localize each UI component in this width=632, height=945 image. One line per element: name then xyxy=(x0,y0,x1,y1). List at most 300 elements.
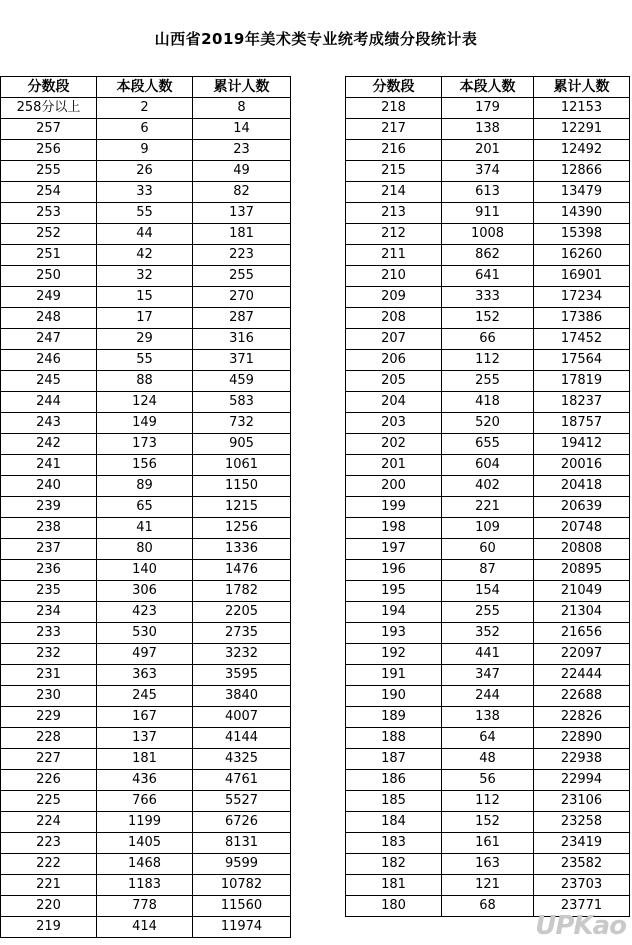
score-cell: 252 xyxy=(1,224,97,245)
count-cell: 55 xyxy=(97,350,193,371)
score-cell: 224 xyxy=(1,812,97,833)
table-row xyxy=(346,791,630,812)
cumulative-cell: 1061 xyxy=(193,455,291,476)
score-cell: 233 xyxy=(1,623,97,644)
cumulative-cell: 905 xyxy=(193,434,291,455)
score-cell: 221 xyxy=(1,875,97,896)
table-row xyxy=(346,686,630,707)
count-cell: 1008 xyxy=(442,224,534,245)
table-row xyxy=(1,350,291,371)
cumulative-cell: 17564 xyxy=(534,350,630,371)
score-cell: 234 xyxy=(1,602,97,623)
table-row xyxy=(1,224,291,245)
cumulative-cell: 23703 xyxy=(534,875,630,896)
table-row xyxy=(1,413,291,434)
count-cell: 156 xyxy=(97,455,193,476)
cumulative-cell: 12291 xyxy=(534,119,630,140)
score-cell: 242 xyxy=(1,434,97,455)
count-cell: 245 xyxy=(97,686,193,707)
cumulative-cell: 1782 xyxy=(193,581,291,602)
table-row xyxy=(1,161,291,182)
score-cell: 183 xyxy=(346,833,442,854)
count-cell: 88 xyxy=(97,371,193,392)
count-cell: 80 xyxy=(97,539,193,560)
count-cell: 138 xyxy=(442,707,534,728)
score-cell: 218 xyxy=(346,98,442,119)
score-cell: 226 xyxy=(1,770,97,791)
cumulative-cell: 8131 xyxy=(193,833,291,854)
cumulative-cell: 255 xyxy=(193,266,291,287)
score-cell: 186 xyxy=(346,770,442,791)
count-cell: 138 xyxy=(442,119,534,140)
count-cell: 87 xyxy=(442,560,534,581)
score-cell: 222 xyxy=(1,854,97,875)
score-cell: 244 xyxy=(1,392,97,413)
count-cell: 374 xyxy=(442,161,534,182)
score-cell: 209 xyxy=(346,287,442,308)
cumulative-cell: 49 xyxy=(193,161,291,182)
cumulative-cell: 2205 xyxy=(193,602,291,623)
count-cell: 89 xyxy=(97,476,193,497)
count-cell: 306 xyxy=(97,581,193,602)
score-cell: 251 xyxy=(1,245,97,266)
count-cell: 221 xyxy=(442,497,534,518)
count-cell: 48 xyxy=(442,749,534,770)
table-row xyxy=(346,812,630,833)
count-cell: 255 xyxy=(442,371,534,392)
table-row xyxy=(1,833,291,854)
table-row xyxy=(346,350,630,371)
count-cell: 44 xyxy=(97,224,193,245)
cumulative-cell: 22688 xyxy=(534,686,630,707)
table-row xyxy=(346,749,630,770)
table-row xyxy=(346,602,630,623)
count-cell: 41 xyxy=(97,518,193,539)
count-cell: 436 xyxy=(97,770,193,791)
score-cell: 257 xyxy=(1,119,97,140)
column-header: 累计人数 xyxy=(534,77,630,98)
table-row xyxy=(346,497,630,518)
count-cell: 121 xyxy=(442,875,534,896)
score-cell: 240 xyxy=(1,476,97,497)
table-row xyxy=(346,665,630,686)
table-row xyxy=(1,623,291,644)
count-cell: 641 xyxy=(442,266,534,287)
score-cell: 254 xyxy=(1,182,97,203)
cumulative-cell: 371 xyxy=(193,350,291,371)
table-row xyxy=(1,308,291,329)
count-cell: 173 xyxy=(97,434,193,455)
table-row xyxy=(346,161,630,182)
count-cell: 140 xyxy=(97,560,193,581)
cumulative-cell: 4007 xyxy=(193,707,291,728)
count-cell: 911 xyxy=(442,203,534,224)
cumulative-cell: 6726 xyxy=(193,812,291,833)
cumulative-cell: 23106 xyxy=(534,791,630,812)
cumulative-cell: 17386 xyxy=(534,308,630,329)
table-row xyxy=(346,329,630,350)
cumulative-cell: 20808 xyxy=(534,539,630,560)
cumulative-cell: 18237 xyxy=(534,392,630,413)
cumulative-cell: 22890 xyxy=(534,728,630,749)
score-cell: 243 xyxy=(1,413,97,434)
score-cell: 219 xyxy=(1,917,97,938)
table-row xyxy=(1,707,291,728)
table-row xyxy=(346,434,630,455)
count-cell: 497 xyxy=(97,644,193,665)
count-cell: 152 xyxy=(442,812,534,833)
score-cell: 231 xyxy=(1,665,97,686)
score-cell: 185 xyxy=(346,791,442,812)
table-row xyxy=(1,749,291,770)
score-cell: 191 xyxy=(346,665,442,686)
count-cell: 333 xyxy=(442,287,534,308)
score-cell: 241 xyxy=(1,455,97,476)
table-row xyxy=(1,245,291,266)
score-cell: 180 xyxy=(346,896,442,917)
table-row xyxy=(1,203,291,224)
table-row xyxy=(346,140,630,161)
table-row xyxy=(346,266,630,287)
score-cell: 198 xyxy=(346,518,442,539)
score-cell: 197 xyxy=(346,539,442,560)
cumulative-cell: 14390 xyxy=(534,203,630,224)
table-row xyxy=(1,455,291,476)
column-header: 本段人数 xyxy=(97,77,193,98)
score-cell: 202 xyxy=(346,434,442,455)
score-cell: 230 xyxy=(1,686,97,707)
cumulative-cell: 20895 xyxy=(534,560,630,581)
table-header-row xyxy=(1,77,291,98)
cumulative-cell: 23 xyxy=(193,140,291,161)
score-cell: 188 xyxy=(346,728,442,749)
score-cell: 195 xyxy=(346,581,442,602)
table-row xyxy=(1,770,291,791)
table-row xyxy=(1,329,291,350)
score-cell: 213 xyxy=(346,203,442,224)
cumulative-cell: 13479 xyxy=(534,182,630,203)
count-cell: 32 xyxy=(97,266,193,287)
cumulative-cell: 17819 xyxy=(534,371,630,392)
score-cell: 189 xyxy=(346,707,442,728)
column-header: 本段人数 xyxy=(442,77,534,98)
count-cell: 167 xyxy=(97,707,193,728)
cumulative-cell: 17234 xyxy=(534,287,630,308)
table-row xyxy=(346,371,630,392)
cumulative-cell: 23419 xyxy=(534,833,630,854)
score-cell: 239 xyxy=(1,497,97,518)
cumulative-cell: 11974 xyxy=(193,917,291,938)
table-row xyxy=(346,203,630,224)
cumulative-cell: 15398 xyxy=(534,224,630,245)
count-cell: 6 xyxy=(97,119,193,140)
table-row xyxy=(346,707,630,728)
table-row xyxy=(1,98,291,119)
table-row xyxy=(1,476,291,497)
table-row xyxy=(346,245,630,266)
table-row xyxy=(346,581,630,602)
score-cell: 253 xyxy=(1,203,97,224)
cumulative-cell: 22444 xyxy=(534,665,630,686)
score-cell: 207 xyxy=(346,329,442,350)
count-cell: 530 xyxy=(97,623,193,644)
count-cell: 766 xyxy=(97,791,193,812)
count-cell: 778 xyxy=(97,896,193,917)
table-row xyxy=(1,266,291,287)
count-cell: 1199 xyxy=(97,812,193,833)
page-title: 山西省2019年美术类专业统考成绩分段统计表 xyxy=(154,30,478,48)
cumulative-cell: 3232 xyxy=(193,644,291,665)
count-cell: 33 xyxy=(97,182,193,203)
table-row xyxy=(1,602,291,623)
table-row xyxy=(346,875,630,896)
cumulative-cell: 4144 xyxy=(193,728,291,749)
cumulative-cell: 4761 xyxy=(193,770,291,791)
count-cell: 244 xyxy=(442,686,534,707)
count-cell: 64 xyxy=(442,728,534,749)
cumulative-cell: 1256 xyxy=(193,518,291,539)
score-cell: 250 xyxy=(1,266,97,287)
table-row xyxy=(1,392,291,413)
cumulative-cell: 18757 xyxy=(534,413,630,434)
count-cell: 613 xyxy=(442,182,534,203)
count-cell: 181 xyxy=(97,749,193,770)
watermark-logo: UPKao xyxy=(535,911,626,941)
table-row xyxy=(1,896,291,917)
cumulative-cell: 21049 xyxy=(534,581,630,602)
table-row xyxy=(346,539,630,560)
count-cell: 29 xyxy=(97,329,193,350)
cumulative-cell: 1215 xyxy=(193,497,291,518)
table-row xyxy=(1,791,291,812)
count-cell: 423 xyxy=(97,602,193,623)
cumulative-cell: 16260 xyxy=(534,245,630,266)
table-row xyxy=(346,287,630,308)
cumulative-cell: 23771 xyxy=(534,896,630,917)
table-row xyxy=(346,854,630,875)
count-cell: 201 xyxy=(442,140,534,161)
cumulative-cell: 1150 xyxy=(193,476,291,497)
table-row xyxy=(1,434,291,455)
table-row xyxy=(1,581,291,602)
score-cell: 248 xyxy=(1,308,97,329)
score-cell: 193 xyxy=(346,623,442,644)
count-cell: 60 xyxy=(442,539,534,560)
score-cell: 182 xyxy=(346,854,442,875)
cumulative-cell: 459 xyxy=(193,371,291,392)
cumulative-cell: 4325 xyxy=(193,749,291,770)
cumulative-cell: 9599 xyxy=(193,854,291,875)
count-cell: 1405 xyxy=(97,833,193,854)
score-cell: 249 xyxy=(1,287,97,308)
cumulative-cell: 3840 xyxy=(193,686,291,707)
count-cell: 655 xyxy=(442,434,534,455)
table-row xyxy=(346,518,630,539)
table-row xyxy=(346,98,630,119)
cumulative-cell: 21304 xyxy=(534,602,630,623)
score-cell: 181 xyxy=(346,875,442,896)
score-cell: 205 xyxy=(346,371,442,392)
cumulative-cell: 1336 xyxy=(193,539,291,560)
score-cell: 217 xyxy=(346,119,442,140)
table-row xyxy=(346,770,630,791)
count-cell: 1183 xyxy=(97,875,193,896)
count-cell: 418 xyxy=(442,392,534,413)
table-row xyxy=(346,728,630,749)
score-cell: 203 xyxy=(346,413,442,434)
table-row xyxy=(1,728,291,749)
table-row xyxy=(1,812,291,833)
cumulative-cell: 20418 xyxy=(534,476,630,497)
cumulative-cell: 12492 xyxy=(534,140,630,161)
score-cell: 214 xyxy=(346,182,442,203)
table-row xyxy=(1,560,291,581)
score-cell: 201 xyxy=(346,455,442,476)
count-cell: 66 xyxy=(442,329,534,350)
count-cell: 352 xyxy=(442,623,534,644)
count-cell: 112 xyxy=(442,350,534,371)
count-cell: 402 xyxy=(442,476,534,497)
cumulative-cell: 19412 xyxy=(534,434,630,455)
count-cell: 68 xyxy=(442,896,534,917)
cumulative-cell: 5527 xyxy=(193,791,291,812)
cumulative-cell: 22826 xyxy=(534,707,630,728)
cumulative-cell: 10782 xyxy=(193,875,291,896)
cumulative-cell: 583 xyxy=(193,392,291,413)
count-cell: 15 xyxy=(97,287,193,308)
count-cell: 414 xyxy=(97,917,193,938)
count-cell: 520 xyxy=(442,413,534,434)
table-row xyxy=(1,686,291,707)
score-cell: 235 xyxy=(1,581,97,602)
cumulative-cell: 22994 xyxy=(534,770,630,791)
count-cell: 441 xyxy=(442,644,534,665)
score-cell: 237 xyxy=(1,539,97,560)
score-cell: 258分以上 xyxy=(1,98,97,119)
score-cell: 211 xyxy=(346,245,442,266)
cumulative-cell: 17452 xyxy=(534,329,630,350)
count-cell: 163 xyxy=(442,854,534,875)
cumulative-cell: 11560 xyxy=(193,896,291,917)
column-header: 分数段 xyxy=(1,77,97,98)
cumulative-cell: 3595 xyxy=(193,665,291,686)
table-row xyxy=(1,854,291,875)
count-cell: 17 xyxy=(97,308,193,329)
cumulative-cell: 14 xyxy=(193,119,291,140)
count-cell: 124 xyxy=(97,392,193,413)
table-row xyxy=(346,455,630,476)
count-cell: 347 xyxy=(442,665,534,686)
table-row xyxy=(346,833,630,854)
score-cell: 204 xyxy=(346,392,442,413)
cumulative-cell: 23258 xyxy=(534,812,630,833)
table-row xyxy=(346,224,630,245)
cumulative-cell: 20639 xyxy=(534,497,630,518)
table-row xyxy=(1,497,291,518)
cumulative-cell: 1476 xyxy=(193,560,291,581)
table-header-row xyxy=(346,77,630,98)
count-cell: 154 xyxy=(442,581,534,602)
score-cell: 255 xyxy=(1,161,97,182)
table-row xyxy=(1,287,291,308)
count-cell: 109 xyxy=(442,518,534,539)
count-cell: 604 xyxy=(442,455,534,476)
score-cell: 246 xyxy=(1,350,97,371)
count-cell: 9 xyxy=(97,140,193,161)
table-row xyxy=(346,119,630,140)
count-cell: 56 xyxy=(442,770,534,791)
score-cell: 212 xyxy=(346,224,442,245)
score-cell: 245 xyxy=(1,371,97,392)
score-cell: 194 xyxy=(346,602,442,623)
count-cell: 149 xyxy=(97,413,193,434)
count-cell: 1468 xyxy=(97,854,193,875)
score-cell: 229 xyxy=(1,707,97,728)
cumulative-cell: 223 xyxy=(193,245,291,266)
count-cell: 152 xyxy=(442,308,534,329)
table-row xyxy=(1,182,291,203)
table-row xyxy=(1,518,291,539)
cumulative-cell: 732 xyxy=(193,413,291,434)
count-cell: 137 xyxy=(97,728,193,749)
score-cell: 220 xyxy=(1,896,97,917)
table-row xyxy=(346,308,630,329)
count-cell: 862 xyxy=(442,245,534,266)
count-cell: 255 xyxy=(442,602,534,623)
cumulative-cell: 2735 xyxy=(193,623,291,644)
count-cell: 112 xyxy=(442,791,534,812)
score-cell: 236 xyxy=(1,560,97,581)
table-row xyxy=(1,371,291,392)
score-cell: 227 xyxy=(1,749,97,770)
table-row xyxy=(346,644,630,665)
cumulative-cell: 82 xyxy=(193,182,291,203)
cumulative-cell: 22097 xyxy=(534,644,630,665)
table-row xyxy=(1,917,291,938)
score-cell: 228 xyxy=(1,728,97,749)
table-row xyxy=(1,875,291,896)
cumulative-cell: 21656 xyxy=(534,623,630,644)
table-row xyxy=(1,539,291,560)
table-row xyxy=(346,560,630,581)
cumulative-cell: 23582 xyxy=(534,854,630,875)
table-row xyxy=(346,413,630,434)
cumulative-cell: 12866 xyxy=(534,161,630,182)
table-row xyxy=(346,623,630,644)
score-cell: 192 xyxy=(346,644,442,665)
score-cell: 190 xyxy=(346,686,442,707)
table-row xyxy=(1,644,291,665)
score-cell: 210 xyxy=(346,266,442,287)
cumulative-cell: 270 xyxy=(193,287,291,308)
column-header: 累计人数 xyxy=(193,77,291,98)
count-cell: 65 xyxy=(97,497,193,518)
count-cell: 42 xyxy=(97,245,193,266)
score-cell: 196 xyxy=(346,560,442,581)
cumulative-cell: 16901 xyxy=(534,266,630,287)
score-cell: 208 xyxy=(346,308,442,329)
score-cell: 225 xyxy=(1,791,97,812)
score-cell: 215 xyxy=(346,161,442,182)
table-row xyxy=(346,182,630,203)
table-row xyxy=(1,665,291,686)
table-row xyxy=(346,392,630,413)
score-cell: 247 xyxy=(1,329,97,350)
cumulative-cell: 181 xyxy=(193,224,291,245)
count-cell: 55 xyxy=(97,203,193,224)
count-cell: 363 xyxy=(97,665,193,686)
column-header: 分数段 xyxy=(346,77,442,98)
